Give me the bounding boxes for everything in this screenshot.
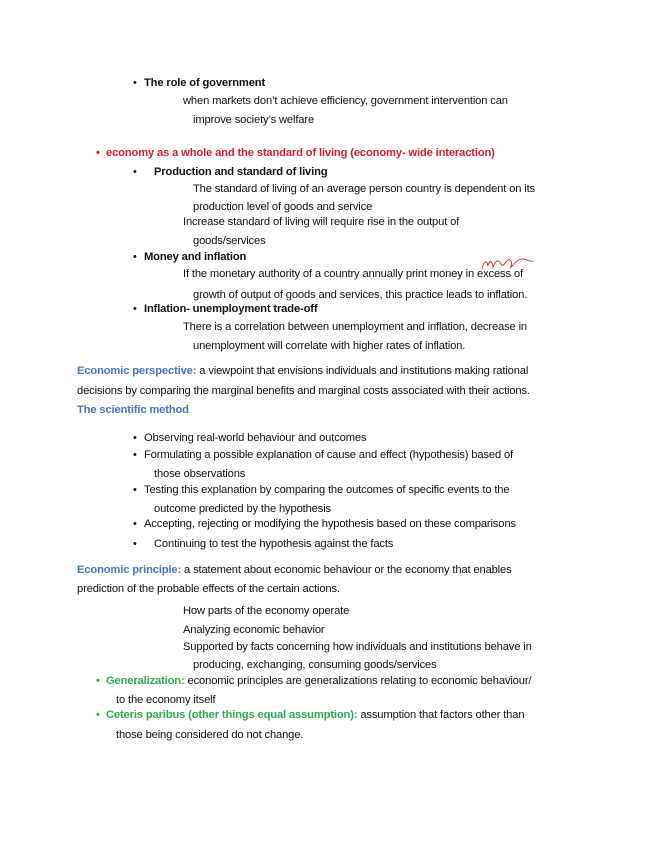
perspective-line-2: decisions by comparing the marginal benefits and marginal costs associated with their actions. (77, 385, 530, 397)
bullet: • (96, 709, 100, 721)
perspective-line-1 (77, 364, 528, 378)
handwritten-scribble-icon (478, 252, 538, 274)
scientific-item-2-cont: those observations (154, 468, 246, 480)
bullet: • (133, 303, 137, 315)
scientific-method-heading: The scientific method (77, 404, 189, 416)
principle-line-1 (77, 563, 512, 577)
bullet: • (96, 675, 100, 687)
generalization-line-1 (106, 674, 531, 688)
production-line-2: production level of goods and service (193, 201, 373, 213)
ceteris-line-1 (106, 708, 524, 722)
ceteris-term: Ceteris paribus (other things equal assumption): (106, 709, 358, 721)
production-line-4: goods/services (193, 235, 266, 247)
tradeoff-line-2: unemployment will correlate with higher rates of inflation. (193, 340, 466, 352)
scientific-item-5: Continuing to test the hypothesis against the facts (154, 538, 394, 550)
principle-sub-1: How parts of the economy operate (183, 605, 350, 617)
production-line-1: The standard of living of an average person country is dependent on its (193, 183, 535, 195)
production-heading: Production and standard of living (154, 166, 328, 178)
perspective-definition: a viewpoint that envisions individuals and institutions making rational (196, 365, 529, 377)
scientific-item-3: Testing this explanation by comparing the outcomes of specific events to the (144, 484, 510, 496)
bullet: • (133, 166, 137, 178)
bullet: • (133, 518, 137, 530)
bullet: • (133, 432, 137, 444)
role-line-2: improve society’s welfare (193, 114, 315, 126)
economy-as-whole-heading: economy as a whole and the standard of living (economy- wide interaction) (106, 147, 495, 159)
scientific-item-4: Accepting, rejecting or modifying the hypothesis based on these comparisons (144, 518, 516, 530)
bullet: • (133, 538, 137, 550)
generalization-term: Generalization: (106, 675, 185, 687)
role-line-1: when markets don’t achieve efficiency, government intervention can (183, 95, 508, 107)
perspective-term: Economic perspective: (77, 365, 197, 377)
money-line-2: growth of output of goods and services, this practice leads to inflation. (193, 289, 528, 301)
tradeoff-line-1: There is a correlation between unemployment and inflation, decrease in (183, 321, 527, 333)
money-inflation-heading: Money and inflation (144, 251, 247, 263)
scientific-item-1: Observing real-world behaviour and outcomes (144, 432, 367, 444)
principle-line-2: prediction of the probable effects of the certain actions. (77, 583, 340, 595)
bullet: • (133, 251, 137, 263)
principle-term: Economic principle: (77, 564, 182, 576)
role-of-government-heading: The role of government (144, 77, 266, 89)
principle-sub-2: Analyzing economic behavior (183, 624, 325, 636)
bullet: • (96, 147, 100, 159)
generalization-definition: economic principles are generalizations relating to economic behaviour/ (184, 675, 532, 687)
ceteris-definition: assumption that factors other than (357, 709, 525, 721)
scientific-item-3-cont: outcome predicted by the hypothesis (154, 503, 331, 515)
money-line-1: If the monetary authority of a country annually print money in excess of (183, 268, 523, 280)
scientific-item-2: Formulating a possible explanation of cause and effect (hypothesis) based of (144, 449, 514, 461)
bullet: • (133, 77, 137, 89)
principle-definition: a statement about economic behaviour or the economy that enables (181, 564, 512, 576)
bullet: • (133, 484, 137, 496)
production-line-3: Increase standard of living will require rise in the output of (183, 216, 460, 228)
bullet: • (133, 449, 137, 461)
generalization-line-2: to the economy itself (116, 694, 216, 706)
principle-sub-4: producing, exchanging, consuming goods/services (193, 659, 437, 671)
principle-sub-3: Supported by facts concerning how individuals and institutions behave in (183, 641, 532, 653)
tradeoff-heading: Inflation- unemployment trade-off (144, 303, 318, 315)
ceteris-line-2: those being considered do not change. (116, 729, 304, 741)
